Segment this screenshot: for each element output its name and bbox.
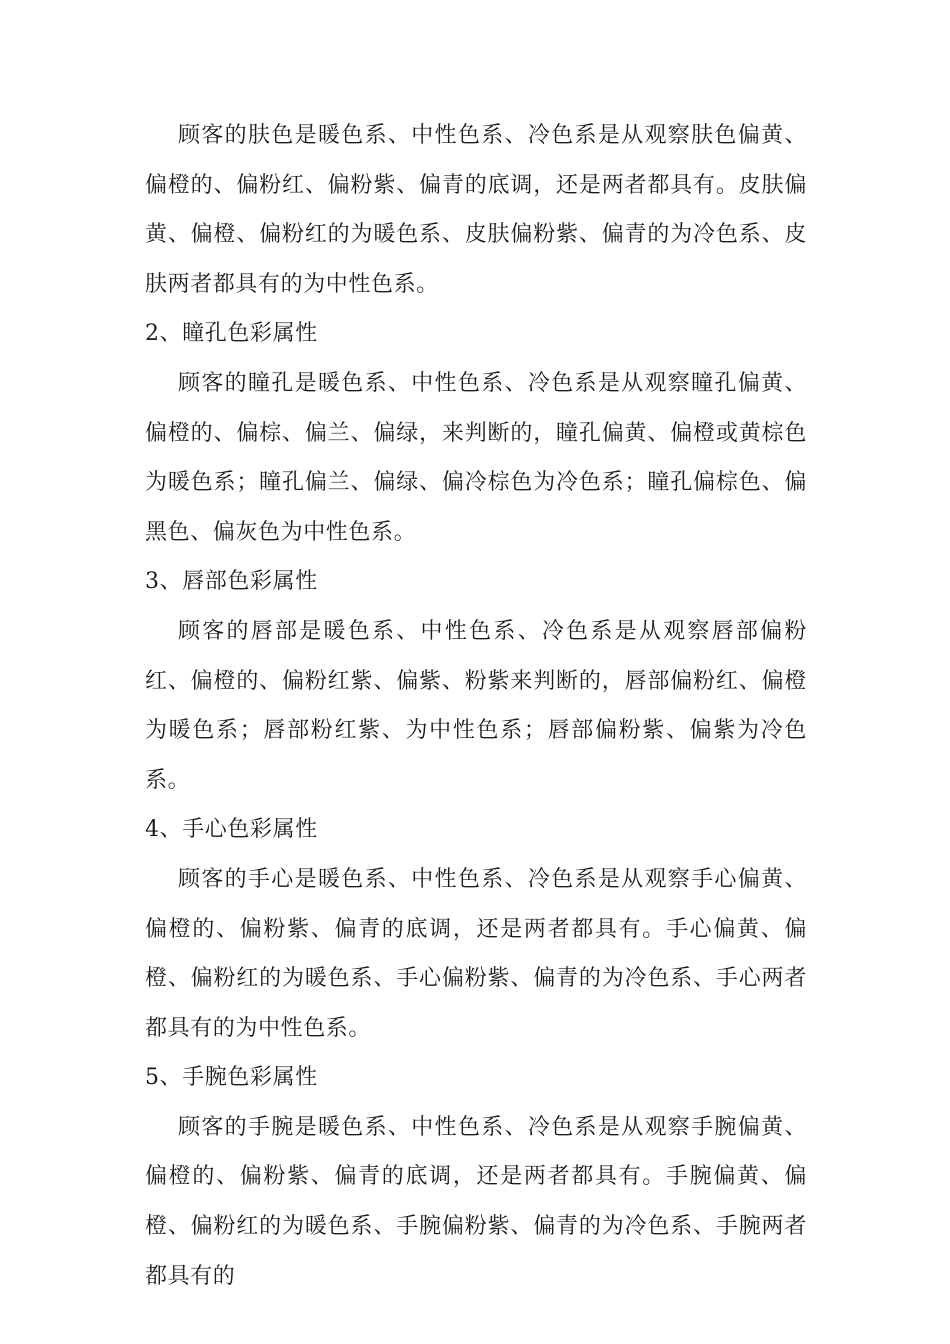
heading-pupil-color: 2、瞳孔色彩属性 [145, 321, 318, 347]
document-body [145, 111, 807, 1301]
paragraph-pupil-color: 顾客的瞳孔是暖色系、中性色系、冷色系是从观察瞳孔偏黄、偏橙的、偏棕、偏兰、偏绿，来判断的，瞳孔偏黄、偏橙或黄棕色为暖色系；瞳孔偏兰、偏绿、偏冷棕色为冷色系；瞳孔偏棕色、偏黑色、偏灰色为中性色系。 [145, 370, 807, 545]
paragraph-lip-color: 顾客的唇部是暖色系、中性色系、冷色系是从观察唇部偏粉红、偏橙的、偏粉红紫、偏紫、粉紫来判断的，唇部偏粉红、偏橙为暖色系；唇部粉红紫、为中性色系；唇部偏粉紫、偏紫为冷色系。 [145, 618, 807, 793]
heading-lip-color: 3、唇部色彩属性 [145, 569, 318, 595]
paragraph-palm-color: 顾客的手心是暖色系、中性色系、冷色系是从观察手心偏黄、偏橙的、偏粉紫、偏青的底调，还是两者都具有。手心偏黄、偏橙、偏粉红的为暖色系、手心偏粉紫、偏青的为冷色系、手心两者都具有的为中性色系。 [145, 866, 807, 1041]
paragraph-wrist-color: 顾客的手腕是暖色系、中性色系、冷色系是从观察手腕偏黄、偏橙的、偏粉紫、偏青的底调，还是两者都具有。手腕偏黄、偏橙、偏粉红的为暖色系、手腕偏粉紫、偏青的为冷色系、手腕两者都具有的 [145, 1114, 807, 1289]
paragraph-skin-tone: 顾客的肤色是暖色系、中性色系、冷色系是从观察肤色偏黄、偏橙的、偏粉红、偏粉紫、偏青的底调，还是两者都具有。皮肤偏黄、偏橙、偏粉红的为暖色系、皮肤偏粉紫、偏青的为冷色系、皮肤两者都具有的为中性色系。 [145, 123, 807, 297]
heading-wrist-color: 5、手腕色彩属性 [145, 1065, 318, 1091]
heading-palm-color: 4、手心色彩属性 [145, 817, 318, 843]
